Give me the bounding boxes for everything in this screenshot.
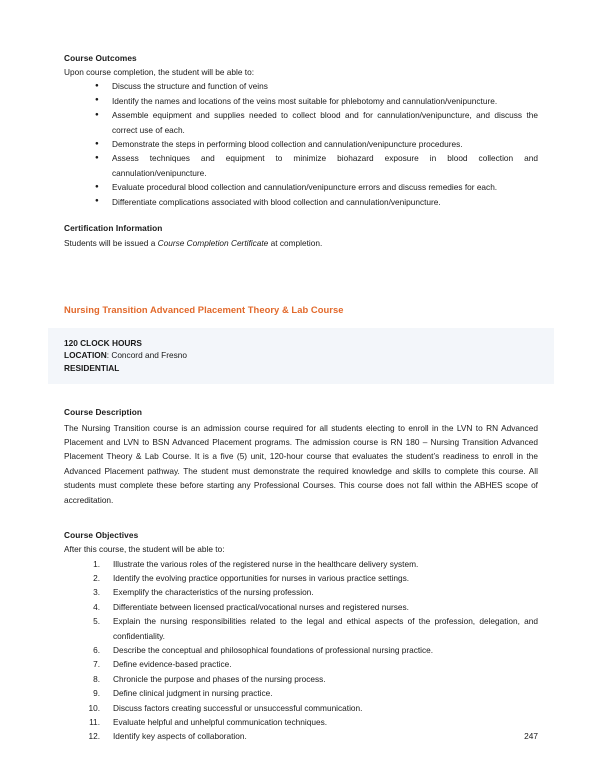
certificate-name: Course Completion Certificate [157,238,269,249]
list-item: Exemplify the characteristics of the nursing profession. [113,587,314,598]
spacer [64,209,538,222]
certification-heading: Certification Information [64,223,163,234]
list-item: Identify key aspects of collaboration. [113,731,247,742]
list-item: ● Evaluate procedural blood collection and cannulation/venipuncture errors and discuss remedies for each. [64,180,538,194]
list-item: Illustrate the various roles of the registered nurse in the healthcare delivery system. [113,558,419,569]
list-item: Evaluate helpful and unhelpful communication techniques. [113,716,328,727]
location-line [64,349,538,362]
course-objectives-list [64,557,538,744]
list-item: Explain the nursing responsibilities related to the legal and ethical aspects of the profession, delegation, and confidentiality. [113,616,538,641]
list-item: ● Differentiate complications associated with blood collection and cannulation/venipuncture. [64,195,538,209]
course-objectives-heading: Course Objectives [64,530,139,541]
certification-text-before: Students will be issued a [64,238,158,249]
list-item: Differentiate between licensed practical/vocational nurses and registered nurses. [113,601,409,612]
course-description-text: The Nursing Transition course is an admission course required for all students electing to enroll in the LVN to RN Advanced Placement and LVN to BSN Advanced Placement programs. The admission course is RN 180 – Nursing Transition Advanced Placement Theory & Lab Course. It is a five (5) unit, 120-hour course that evaluates the student’s readiness to enroll in the Advanced Placement pathway. The student must demonstrate the required knowledge and skills to complete this course. All students must complete these before starting any Professional Courses. This course does not fall within the ABHES scope of accreditation. [64,422,538,505]
list-item: ● Demonstrate the steps in performing blood collection and cannulation/venipuncture procedures. [64,137,538,151]
list-item: ● Identify the names and locations of the veins most suitable for phlebotomy and cannulation/venipuncture. [64,94,538,108]
spacer [64,317,538,328]
course-outcomes-heading: Course Outcomes [64,53,137,63]
list-item: Chronicle the purpose and phases of the nursing process. [113,673,326,684]
course-objectives-section [64,529,538,744]
location-value: : Concord and Fresno [106,350,187,361]
course-description-heading: Course Description [64,407,143,418]
spacer [64,384,538,406]
course-title: Nursing Transition Advanced Placement Theory & Lab Course [64,303,344,315]
residential-value: RESIDENTIAL [64,362,120,373]
certification-text [64,236,538,250]
course-outcomes-list [64,79,538,209]
course-objectives-lead: After this course, the student will be able to: [64,544,225,555]
course-outcomes-section [64,52,538,209]
list-item: Define clinical judgment in nursing practice. [113,688,273,699]
certification-section [64,222,538,251]
spacer [64,285,538,303]
page-number: 247 [524,731,538,741]
clock-hours-value: 120 CLOCK HOURS [64,337,142,348]
spacer [64,507,538,529]
residential-line [64,362,538,375]
list-item: ● Discuss the structure and function of veins [64,79,538,93]
course-description-section [64,406,538,507]
list-item: Identify the evolving practice opportunities for nurses in various practice settings. [113,572,410,583]
list-item: Discuss factors creating successful or unsuccessful communication. [113,702,363,713]
list-item: ● Assemble equipment and supplies needed to collect blood and for cannulation/venipuncture, and discuss the correct use of each. [64,108,538,137]
spacer [64,251,538,285]
list-item: ● Assess techniques and equipment to minimize biohazard exposure in blood collection and cannulation/venipuncture. [64,151,538,180]
clock-hours [64,337,538,350]
course-info-box [48,328,554,385]
list-item: Describe the conceptual and philosophical foundations of professional nursing practice. [113,644,434,655]
course-outcomes-lead: Upon course completion, the student will be able to: [64,67,255,78]
list-item: Define evidence-based practice. [113,659,232,670]
location-label: LOCATION [64,350,107,361]
certification-text-after: at completion. [268,238,323,249]
